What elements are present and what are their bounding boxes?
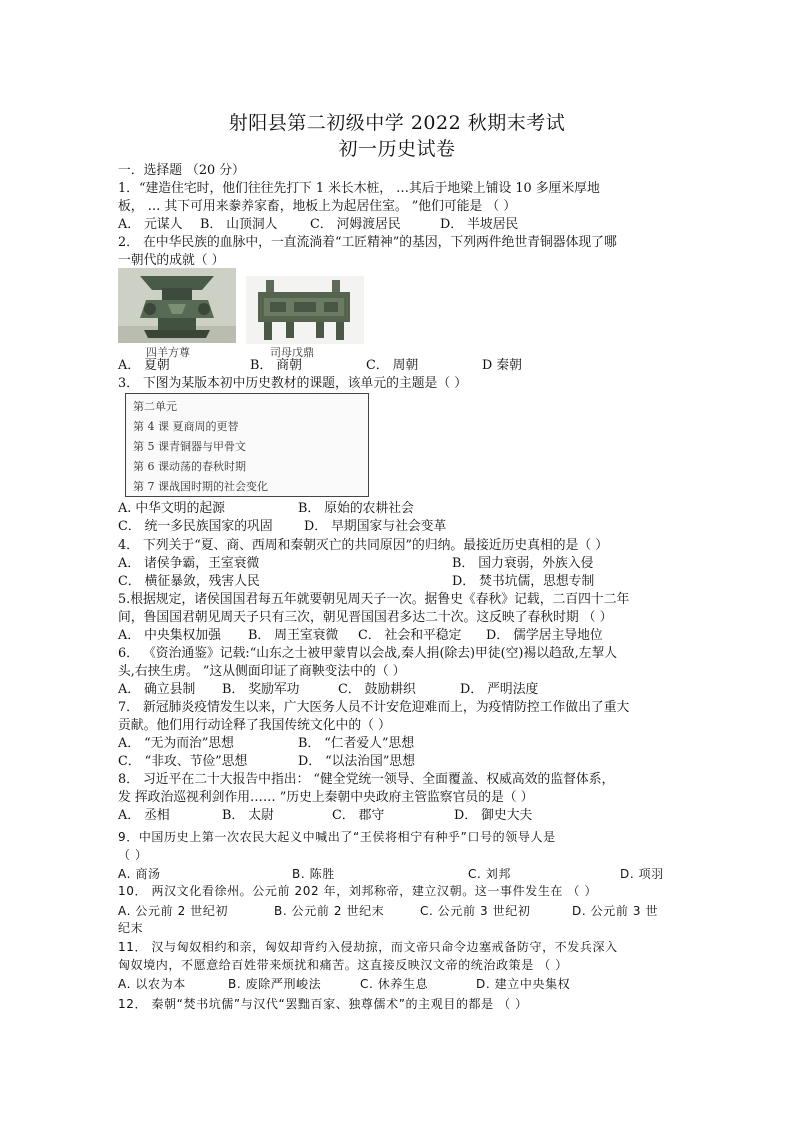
q2-option-d: D 秦朝 (482, 358, 522, 373)
four-ram-square-zun-image (118, 268, 236, 343)
image-caption-four-ram-zun: 四羊方尊 (146, 346, 190, 359)
unit-lesson-6: 第 6 课动荡的春秋时期 (133, 460, 246, 473)
q5-stem-line1: 5.根据规定，诸侯国国君每五年就要朝见周天子一次。据鲁史《春秋》记载，二百四十二年 (118, 592, 630, 607)
q11-option-c: C. 休养生息 (360, 977, 429, 991)
q11-option-b: B. 废除严刑峻法 (228, 977, 322, 991)
q3-option-c: C． 统一多民族国家的巩固 (118, 519, 273, 534)
q7-option-d: D． “以法治国”思想 (298, 754, 415, 769)
unit-lesson-5: 第 5 课青铜器与甲骨文 (133, 440, 246, 453)
q10-option-c: C. 公元前 3 世纪初 (420, 904, 531, 918)
q4-option-c: C． 横征暴敛，残害人民 (118, 574, 260, 589)
q6-option-c: C． 鼓励耕织 (338, 682, 416, 697)
q10-option-d: D. 公元前 3 世 (572, 904, 659, 918)
q10-option-a: A. 公元前 2 世纪初 (118, 904, 229, 918)
q2-option-b: B． 商朝 (250, 358, 302, 373)
q9-option-c: C. 刘邦 (468, 867, 512, 881)
q9-option-b: B. 陈胜 (292, 867, 335, 881)
q11-option-a: A. 以农为本 (118, 977, 186, 991)
q2-option-c: C． 周朝 (366, 358, 419, 373)
q6-option-b: B． 奖励军功 (222, 682, 300, 697)
q8-option-b: B． 太尉 (222, 808, 274, 823)
q10-option-d-continued: 纪末 (118, 921, 144, 935)
q1-stem-line1: 1．“建造住宅时，他们往往先打下 1 米长木桩， …其后于地梁上铺设 10 多厘米厚地 (118, 181, 600, 196)
section-heading: 一．选择题 （20 分） (118, 163, 245, 178)
q8-option-a: A． 丞相 (118, 808, 170, 823)
q4-option-a: A． 诸侯争霸，王室衰微 (118, 556, 260, 571)
q4-option-d: D． 焚书坑儒，思想专制 (452, 574, 595, 589)
q7-option-c: C． “非攻、节俭”思想 (118, 754, 248, 769)
unit-lesson-7: 第 7 课战国时期的社会变化 (133, 480, 268, 493)
q5-option-d: D． 儒学居主导地位 (486, 628, 603, 643)
q6-option-a: A． 确立县制 (118, 682, 196, 697)
q10-option-b: B. 公元前 2 世纪末 (274, 904, 385, 918)
q11-stem-line2: 匈奴境内，不愿意给百姓带来烦扰和痛苦。这直接反映汉文帝的统治政策是 （ ） (118, 958, 568, 972)
q2-option-a: A． 夏朝 (118, 358, 170, 373)
q7-option-a: A． “无为而治”思想 (118, 736, 234, 751)
q1-stem-line2: 板， … 其下可用来豢养家畜，地板上为起居住室。 ”他们可能是 （ ） (118, 199, 516, 214)
q3-option-b: B． 原始的农耕社会 (298, 501, 414, 516)
textbook-unit-box (125, 393, 369, 497)
q7-option-b: B． “仁者爱人”思想 (298, 736, 415, 751)
q6-stem-line2: 头,右挟生虏。 ”这从侧面印证了商鞅变法中的（ ） (118, 664, 406, 679)
q5-option-b: B． 周王室衰微 (248, 628, 339, 643)
q5-option-a: A． 中央集权加强 (118, 628, 221, 643)
q4-stem-line1: 4． 下列关于“夏、商、西周和秦朝灭亡的共同原因”的归纳。最接近历史真相的是（ ） (118, 538, 609, 553)
image-caption-simuwu-ding: 司母戊鼎 (270, 346, 314, 359)
q8-stem-line1: 8． 习近平在二十大报告中指出： “健全党统一领导、全面覆盖、权威高效的监督体系， (118, 772, 615, 787)
q5-option-c: C． 社会和平稳定 (358, 628, 462, 643)
q7-stem-line1: 7． 新冠肺炎疫情发生以来，广大医务人员不计安危迎难而上，为疫情防控工作做出了重大 (118, 700, 630, 715)
q10-stem-line1: 10． 两汉文化看徐州。公元前 202 年，刘邦称帝，建立汉朝。这一事件发生在 （ ） (118, 884, 598, 898)
q2-stem-line2: 一朝代的成就（ ） (118, 253, 225, 268)
simuwu-ding-image (246, 276, 364, 344)
q1-option-a: A． 元谋人 (118, 217, 183, 232)
q8-option-d: D． 御史大夫 (454, 808, 533, 823)
q1-option-c: C． 河姆渡居民 (310, 217, 401, 232)
q12-stem-line1: 12． 秦朝“焚书坑儒”与汉代“罢黜百家、独尊儒术”的主观目的都是 （ ） (118, 997, 528, 1011)
q8-option-c: C． 郡守 (332, 808, 385, 823)
q7-stem-line2: 贡献。他们用行动诠释了我国传统文化中的（ ） (118, 718, 391, 733)
q3-option-a: A. 中华文明的起源 (118, 501, 225, 516)
exam-title: 射阳县第二初级中学 2022 秋期末考试 (228, 112, 566, 134)
q9-option-d: D. 项羽 (620, 867, 664, 881)
q5-stem-line2: 间，鲁国国君朝见周天子只有三次，朝见晋国国君多达二十次。这反映了春秋时期 （ ） (118, 610, 613, 625)
unit-lesson-4: 第 4 课 夏商周的更替 (133, 420, 239, 433)
q4-option-b: B． 国力衰弱，外族入侵 (452, 556, 594, 571)
q3-stem-line1: 3． 下图为某版本初中历史教材的课题，该单元的主题是（ ） (118, 376, 467, 391)
q6-stem-line1: 6． 《资治通鉴》记载:“山东之士被甲蒙胄以会战,秦人捐(除去)甲徒(空)裼以趋敌,左挈人 (118, 646, 618, 661)
exam-subtitle: 初一历史试卷 (338, 138, 456, 160)
q9-stem-line2: （ ） (118, 848, 148, 862)
q2-stem-line1: 2． 在中华民族的血脉中，一直流淌着“工匠精神”的基因，下列两件绝世青铜器体现了哪 (118, 235, 617, 250)
q8-stem-line2: 发 挥政治巡视利剑作用…… ”历史上秦朝中央政府主管监察官员的是（ ） (118, 790, 534, 805)
q3-option-d: D． 早期国家与社会变革 (304, 519, 447, 534)
unit-title: 第二单元 (133, 400, 177, 413)
q11-stem-line1: 11． 汉与匈奴相约和亲，匈奴却背约入侵劫掠，而文帝只命令边塞戒备防守，不发兵深入 (118, 940, 618, 954)
q6-option-d: D． 严明法度 (460, 682, 539, 697)
q9-stem-line1: 9．中国历史上第一次农民大起义中喊出了“王侯将相宁有种乎”口号的领导人是 (118, 830, 556, 844)
q11-option-d: D. 建立中央集权 (476, 977, 571, 991)
q9-option-a: A. 商汤 (118, 867, 161, 881)
q1-option-d: D． 半坡居民 (440, 217, 519, 232)
q1-option-b: B． 山顶洞人 (200, 217, 278, 232)
